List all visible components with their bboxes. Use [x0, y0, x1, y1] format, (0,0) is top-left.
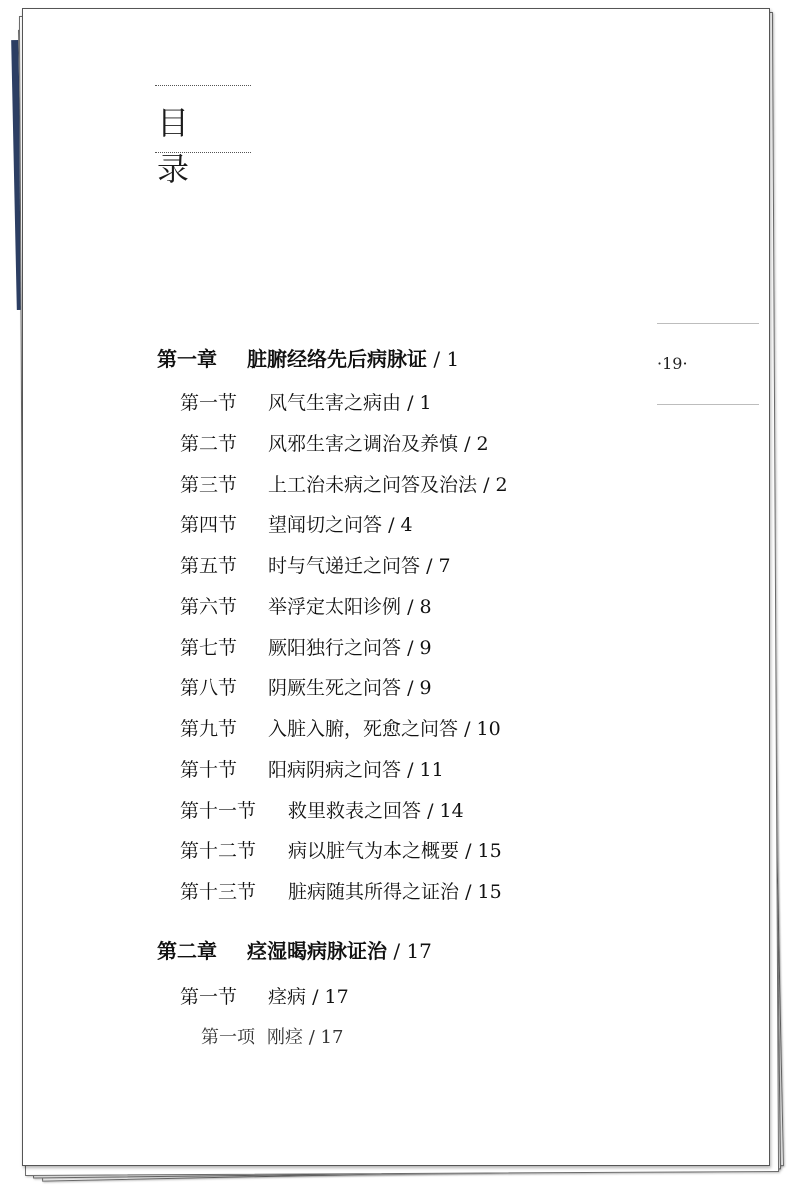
chapter-page: / 17	[393, 939, 432, 963]
item-title: 刚痉	[267, 1027, 303, 1048]
section-title: 入脏入腑，死愈之问答	[268, 718, 459, 740]
section-number: 第一节	[180, 392, 238, 414]
section-number: 第四节	[180, 514, 238, 536]
section-title: 风气生害之病由	[268, 392, 402, 414]
section-title: 风邪生害之调治及养慎	[268, 433, 459, 455]
chapter-page: / 1	[433, 347, 460, 371]
section-page: / 9	[407, 637, 432, 659]
section-number: 第三节	[180, 474, 238, 496]
section-title: 救里救表之回答	[288, 800, 422, 822]
section-page: / 1	[407, 392, 432, 414]
page-marker: ·19·	[657, 354, 688, 373]
toc-chapter[interactable]	[157, 935, 432, 964]
item-page: / 17	[308, 1027, 344, 1048]
chapter-number: 第一章	[157, 347, 217, 371]
section-title: 阳病阴病之问答	[268, 759, 402, 781]
section-number: 第一节	[180, 986, 238, 1008]
table-of-contents	[23, 9, 769, 1165]
document-page	[22, 8, 770, 1166]
section-title: 厥阳独行之问答	[268, 637, 402, 659]
section-number: 第十一节	[180, 800, 257, 822]
toc-section[interactable]	[180, 877, 502, 904]
section-number: 第二节	[180, 433, 238, 455]
item-number: 第一项	[201, 1027, 255, 1048]
section-title: 脏病随其所得之证治	[288, 881, 460, 903]
toc-section[interactable]	[180, 429, 489, 456]
section-page: / 2	[483, 474, 508, 496]
section-number: 第十节	[180, 759, 238, 781]
toc-chapter[interactable]	[157, 343, 459, 372]
section-title: 举浮定太阳诊例	[268, 596, 402, 618]
section-page: / 15	[465, 881, 502, 903]
section-page: / 15	[465, 840, 502, 862]
section-page: / 7	[426, 555, 451, 577]
section-title: 时与气递迁之问答	[268, 555, 421, 577]
toc-section[interactable]	[180, 388, 432, 415]
toc-section[interactable]	[180, 714, 501, 741]
toc-section[interactable]	[180, 982, 349, 1009]
toc-section[interactable]	[180, 470, 508, 497]
toc-section[interactable]	[180, 551, 451, 578]
section-number: 第九节	[180, 718, 238, 740]
section-page: / 14	[427, 800, 464, 822]
toc-item[interactable]	[201, 1023, 343, 1049]
section-number: 第十二节	[180, 840, 257, 862]
toc-section[interactable]	[180, 510, 413, 537]
section-page: / 10	[464, 718, 501, 740]
toc-section[interactable]	[180, 755, 444, 782]
toc-section[interactable]	[180, 673, 432, 700]
section-number: 第六节	[180, 596, 238, 618]
section-title: 上工治未病之问答及治法	[268, 474, 478, 496]
toc-section[interactable]	[180, 633, 432, 660]
section-page: / 8	[407, 596, 432, 618]
section-title: 痉病	[268, 986, 307, 1008]
section-number: 第十三节	[180, 881, 257, 903]
section-number: 第八节	[180, 677, 238, 699]
section-page: / 9	[407, 677, 432, 699]
section-number: 第七节	[180, 637, 238, 659]
section-title: 望闻切之问答	[268, 514, 383, 536]
toc-section[interactable]	[180, 836, 502, 863]
section-title: 阴厥生死之问答	[268, 677, 402, 699]
toc-section[interactable]	[180, 592, 432, 619]
page-title: 目 录	[157, 104, 210, 188]
section-title: 病以脏气为本之概要	[288, 840, 460, 862]
chapter-number: 第二章	[157, 939, 217, 963]
section-page: / 17	[312, 986, 349, 1008]
chapter-title: 痉湿暍病脉证治	[247, 939, 387, 963]
chapter-title: 脏腑经络先后病脉证	[247, 347, 427, 371]
section-page: / 11	[407, 759, 444, 781]
toc-section[interactable]	[180, 796, 464, 823]
section-page: / 4	[388, 514, 413, 536]
section-number: 第五节	[180, 555, 238, 577]
section-page: / 2	[464, 433, 489, 455]
